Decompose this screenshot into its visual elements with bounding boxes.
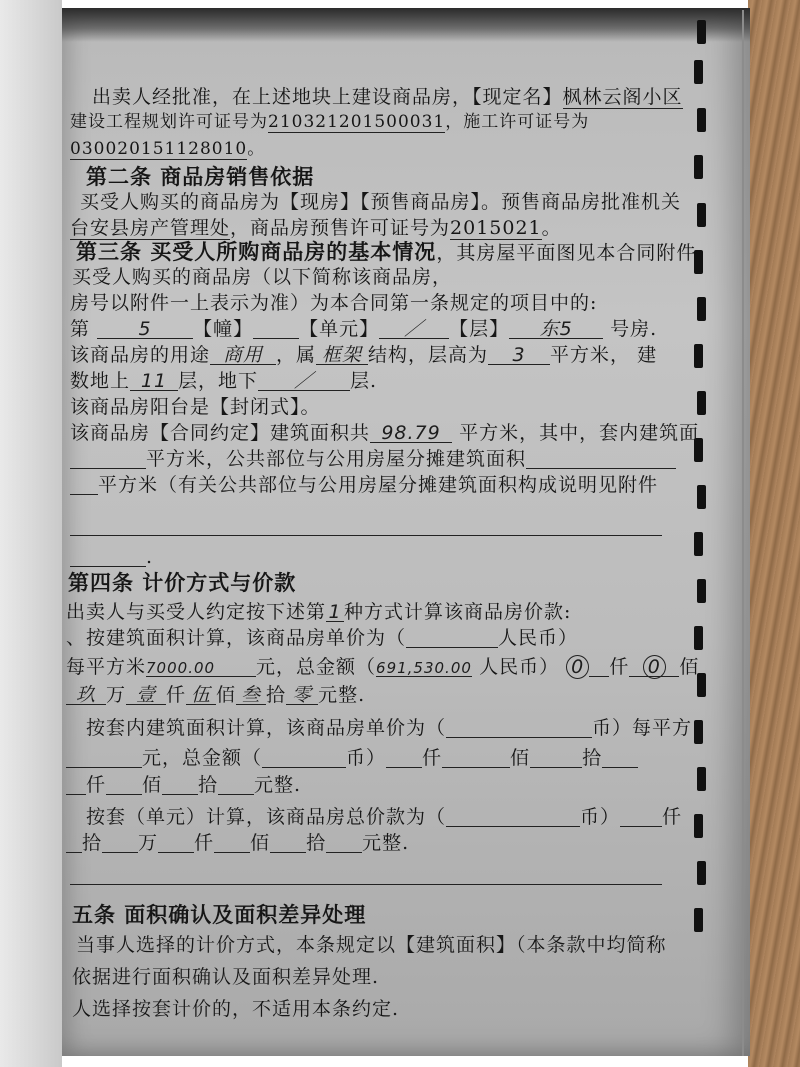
- intro-line: [92, 88, 683, 107]
- room-number-line: [70, 320, 657, 339]
- unit-number: ／: [404, 318, 425, 340]
- binding-hole: [697, 297, 706, 321]
- method-2-total-currency: 币）: [346, 747, 387, 769]
- binding-hole: [697, 20, 706, 44]
- article-2-end: 。: [541, 217, 562, 239]
- article-5-title: 五条 面积确认及面积差异处理: [72, 902, 367, 927]
- method-1-label: 、按建筑面积计算，该商品房单价为（: [66, 627, 407, 649]
- binding-hole: [697, 579, 706, 603]
- height-label: 结构，层高为: [368, 344, 489, 366]
- method-label: 出卖人与买受人约定按下述第: [66, 601, 327, 623]
- above-ground-value: 11: [140, 370, 168, 392]
- qian-2-value: 壹: [136, 684, 157, 706]
- method-3-wan: 万: [138, 832, 159, 854]
- shared-area-note: 平方米（有关公共部位与公用房屋分摊建筑面积构成说明见附件: [98, 474, 659, 496]
- bai-label: 佰: [679, 656, 700, 678]
- floor-label: 【层】: [449, 318, 510, 340]
- bai-value: 0: [643, 655, 666, 679]
- qian-label: 仟: [609, 656, 630, 678]
- method-2-line: [86, 719, 692, 738]
- plan-permit-number: 210321201500031: [268, 112, 446, 132]
- permit-line: [70, 114, 589, 131]
- presale-permit-label: ，商品房预售许可证号为: [230, 217, 451, 239]
- structure-prefix: ，属: [276, 344, 317, 366]
- method-2-words-shi: 拾: [198, 774, 219, 796]
- area-label: 该商品房【合同约定】建筑面积共: [70, 422, 371, 444]
- article-3-heading: [76, 241, 696, 263]
- height-unit: 平方米， 建: [550, 344, 658, 366]
- binding-hole: [697, 485, 706, 509]
- unit-price-line: [66, 658, 699, 677]
- method-3-bai: 佰: [250, 832, 271, 854]
- method-2-currency: 币）每平方: [592, 717, 693, 739]
- method-3-currency: 币）: [580, 806, 621, 828]
- yuan-2-value: 零: [292, 684, 313, 706]
- amount-words-line: [66, 686, 365, 705]
- binding-hole: [697, 203, 706, 227]
- method-2-bai: 佰: [510, 747, 531, 769]
- method-3-qian: 仟: [662, 806, 683, 828]
- method-2-label: 按套内建筑面积计算，该商品房单价为（: [86, 717, 447, 739]
- construction-permit-label: ，施工许可证号为: [445, 112, 590, 132]
- method-2-words-qian: 仟: [86, 774, 107, 796]
- method-2-shi: 拾: [582, 747, 603, 769]
- method-2-total-label: 元，总金额（: [142, 747, 263, 769]
- unit-price-label: 每平方米: [66, 656, 147, 678]
- qian-value: 0: [566, 655, 589, 679]
- structure-value: 框架: [322, 344, 363, 366]
- wan-value: 玖: [75, 684, 96, 706]
- binding-hole: [697, 861, 706, 885]
- binding-hole: [694, 814, 703, 838]
- unit-label: 【单元】: [299, 318, 380, 340]
- method-3-shi: 拾: [306, 832, 327, 854]
- method-1-currency: 人民币）: [498, 627, 579, 649]
- qian-2-label: 仟: [166, 684, 187, 706]
- height-value: 3: [512, 344, 526, 366]
- method-1-line: [66, 629, 578, 648]
- area-value: 98.79: [381, 422, 441, 444]
- approval-authority: 台安县房产管理处: [70, 217, 231, 239]
- article-2-line-2: [70, 219, 562, 238]
- construction-permit-number: 030020151128010: [70, 139, 248, 159]
- article-5-line-1: 当事人选择的计价方式，本条规定以【建筑面积】（本条款中均简称: [76, 934, 667, 956]
- presale-permit-number: 2015021: [450, 217, 542, 239]
- article-2-title: 第二条 商品房销售依据: [86, 164, 315, 189]
- below-ground-label: 层，地下: [178, 370, 259, 392]
- method-3-label: 按套（单元）计算，该商品房总价款为（: [86, 806, 447, 828]
- article-5-line-2: 依据进行面积确认及面积差异处理.: [72, 966, 380, 988]
- page-edge: [742, 10, 744, 1056]
- article-5-line-3: 人选择按套计价的，不适用本条约定.: [72, 998, 400, 1020]
- wan-label: 万: [106, 684, 127, 706]
- building-number: 5: [138, 318, 152, 340]
- method-suffix: 种方式计算该商品房价款:: [344, 601, 572, 623]
- method-line: [66, 603, 571, 622]
- shi-2-value: 叁: [241, 684, 262, 706]
- method-3-line: [86, 808, 682, 827]
- blank-rule: [70, 535, 662, 536]
- binding-hole: [694, 626, 703, 650]
- intro-text: 出卖人经批准，在上述地块上建设商品房，【现定名】: [92, 86, 563, 108]
- usage-label: 该商品房的用途: [70, 344, 211, 366]
- shi-2-label: 拾: [266, 684, 287, 706]
- article-4-title: 第四条 计价方式与价款: [68, 570, 297, 595]
- article-3-line-0: ，其房屋平面图见本合同附件: [436, 242, 697, 264]
- usage-value: 商用: [223, 344, 264, 366]
- room-prefix: 第: [70, 318, 91, 340]
- plan-permit-label: 建设工程规划许可证号为: [70, 112, 268, 132]
- article-3-title: 第三条 买受人所购商品房的基本情况: [76, 239, 437, 264]
- area-line: [70, 424, 699, 443]
- unit-price-value: 7000.00: [146, 659, 216, 677]
- shared-area-line: [70, 450, 676, 469]
- method-2-words-bai: 佰: [142, 774, 163, 796]
- method-3-yuan: 元整.: [362, 832, 410, 854]
- balcony-line: 该商品房阳台是【封闭式】。: [70, 396, 321, 418]
- binding-hole: [694, 60, 703, 84]
- below-ground-value: ／: [294, 370, 315, 392]
- book-left-pages: [0, 0, 62, 1067]
- method-2-qian: 仟: [422, 747, 443, 769]
- construction-permit-line: [70, 141, 265, 158]
- bai-2-value: 伍: [191, 684, 212, 706]
- binding-hole: [694, 344, 703, 368]
- article-3-line-2: 房号以附件一上表示为准）为本合同第一条规定的项目中的:: [70, 292, 598, 314]
- method-3-shi-wan: 拾: [82, 832, 103, 854]
- shared-area-note-line: [70, 476, 658, 495]
- article-3-end: .: [146, 546, 154, 568]
- inner-area-label: 平方米，其中，套内建筑面: [459, 422, 700, 444]
- total-label: 元，总金额（: [256, 656, 377, 678]
- binding-hole: [697, 108, 706, 132]
- building-label: 【幢】: [193, 318, 254, 340]
- floors-suffix: 层.: [350, 370, 378, 392]
- binding-hole: [697, 767, 706, 791]
- binding-hole: [697, 391, 706, 415]
- binding-hole: [694, 155, 703, 179]
- project-name: 枫林云阁小区: [562, 86, 683, 108]
- binding-holes: [694, 20, 714, 1060]
- article-2-line-1: 买受人购买的商品房为【现房】【预售商品房】。预售商品房批准机关: [80, 191, 682, 213]
- method-3-words-line: [66, 834, 409, 853]
- binding-hole: [694, 908, 703, 932]
- page-top-shadow: [62, 8, 750, 42]
- method-value: 1: [328, 601, 342, 623]
- method-2-total-line: [66, 749, 638, 768]
- blank-rule-2: [70, 884, 662, 885]
- article-3-line-1: 买受人购买的商品房（以下简称该商品房，: [72, 266, 453, 288]
- total-currency: 人民币）: [479, 656, 560, 678]
- bai-2-label: 佰: [216, 684, 237, 706]
- binding-hole: [694, 532, 703, 556]
- usage-line: [70, 346, 657, 365]
- total-value: 691,530.00: [376, 659, 472, 677]
- wooden-table: [748, 0, 800, 1067]
- room-suffix: 号房.: [610, 318, 658, 340]
- method-2-words-line: [66, 776, 301, 795]
- method-2-words-yuan: 元整.: [254, 774, 302, 796]
- above-ground-label: 数地上: [70, 370, 131, 392]
- floor-number: 东5: [539, 318, 573, 340]
- binding-hole: [694, 720, 703, 744]
- permit-end: 。: [247, 139, 266, 159]
- shared-area-label: 平方米，公共部位与公用房屋分摊建筑面积: [146, 448, 527, 470]
- article-3-end-line: [70, 548, 153, 567]
- yuan-2-label: 元整.: [318, 684, 366, 706]
- method-3-qian-2: 仟: [194, 832, 215, 854]
- floors-line: [70, 372, 377, 391]
